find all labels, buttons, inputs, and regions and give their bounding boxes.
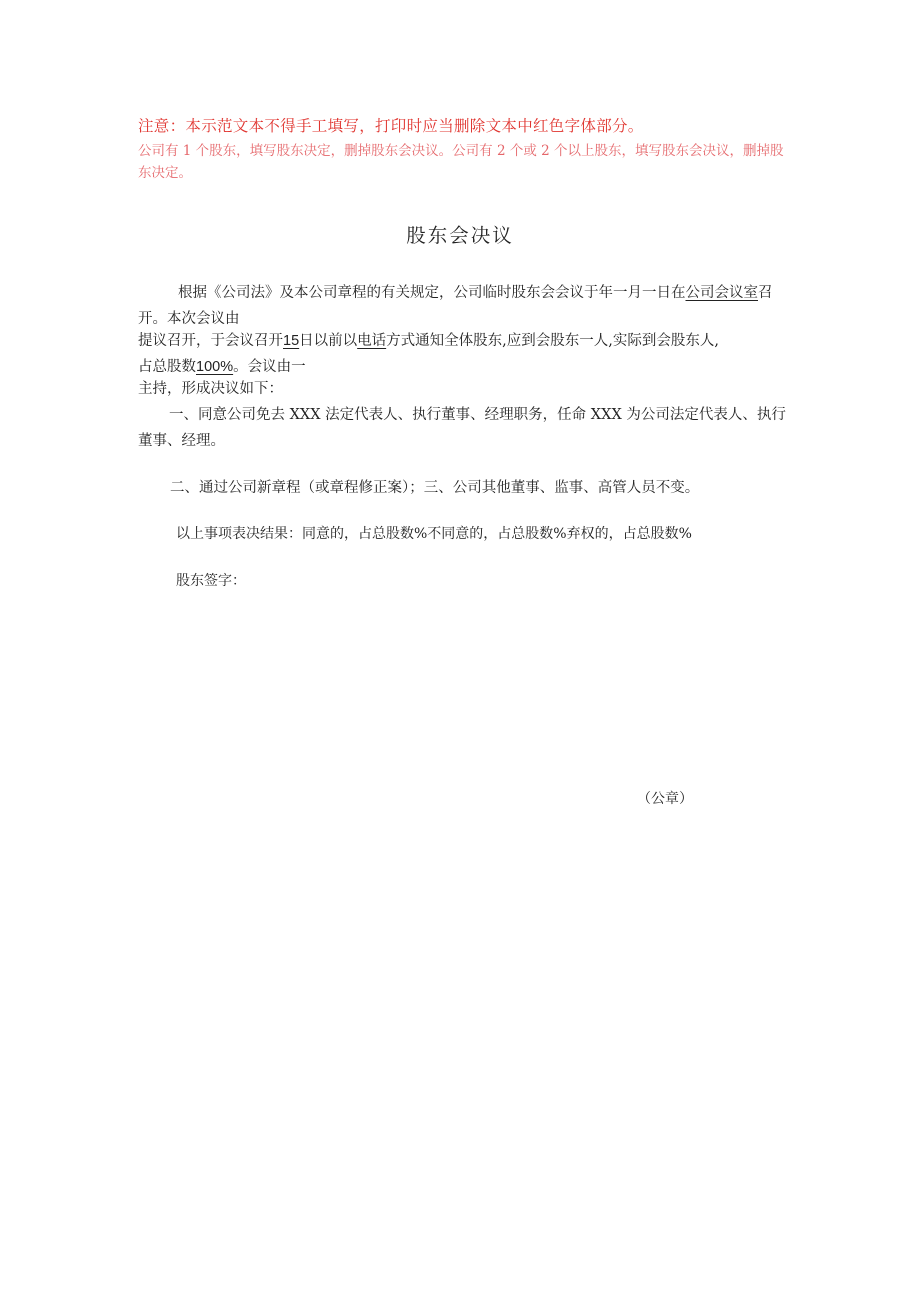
intro-text-2: 召开。本次会议由 (138, 285, 773, 327)
notice-method: 电话 (357, 333, 387, 349)
resolution-item-2: 二、通过公司新章程（或章程修正案）；三、公司其他董事、监事、高管人员不变。 (170, 480, 700, 496)
notice-text-3: 方式通知全体股东,应到会股东一人,实际到会股东人, (386, 333, 719, 349)
company-seal-label: （公章） (637, 791, 693, 807)
signature-label: 股东签字： (176, 573, 246, 589)
share-text-2: 。会议由一 (233, 359, 306, 375)
notice-title: 注意：本示范文本不得手工填写，打印时应当删除文本中红色字体部分。 (138, 117, 644, 135)
intro-text-1: 根据《公司法》及本公司章程的有关规定，公司临时股东会会议于年一月一日在 (178, 285, 686, 301)
presiding-line: 主持，形成决议如下： (138, 381, 283, 397)
notice-text-1: 提议召开，于会议召开 (138, 333, 283, 349)
notice-days: 15 (283, 333, 300, 349)
notice-body: 公司有 1 个股东，填写股东决定，删掉股东会决议。公司有 2 个或 2 个以上股东，填写股东会决议，删掉股东决定。 (138, 143, 784, 181)
notice-text-2: 日以前以 (299, 333, 358, 349)
meeting-intro-paragraph (138, 280, 798, 332)
vote-result: 以上事项表决结果：同意的，占总股数%不同意的，占总股数%弃权的，占总股数% (176, 526, 692, 542)
meeting-location: 公司会议室 (685, 285, 758, 301)
resolution-item-1: 一、同意公司免去 XXX 法定代表人、执行董事、经理职务，任命 XXX 为公司法定代表人、执行董事、经理。 (138, 407, 786, 449)
share-percentage: 100% (196, 359, 234, 375)
document-title: 股东会决议 (406, 224, 514, 247)
meeting-notice-line (138, 328, 798, 354)
share-text-1: 占总股数 (138, 359, 196, 375)
